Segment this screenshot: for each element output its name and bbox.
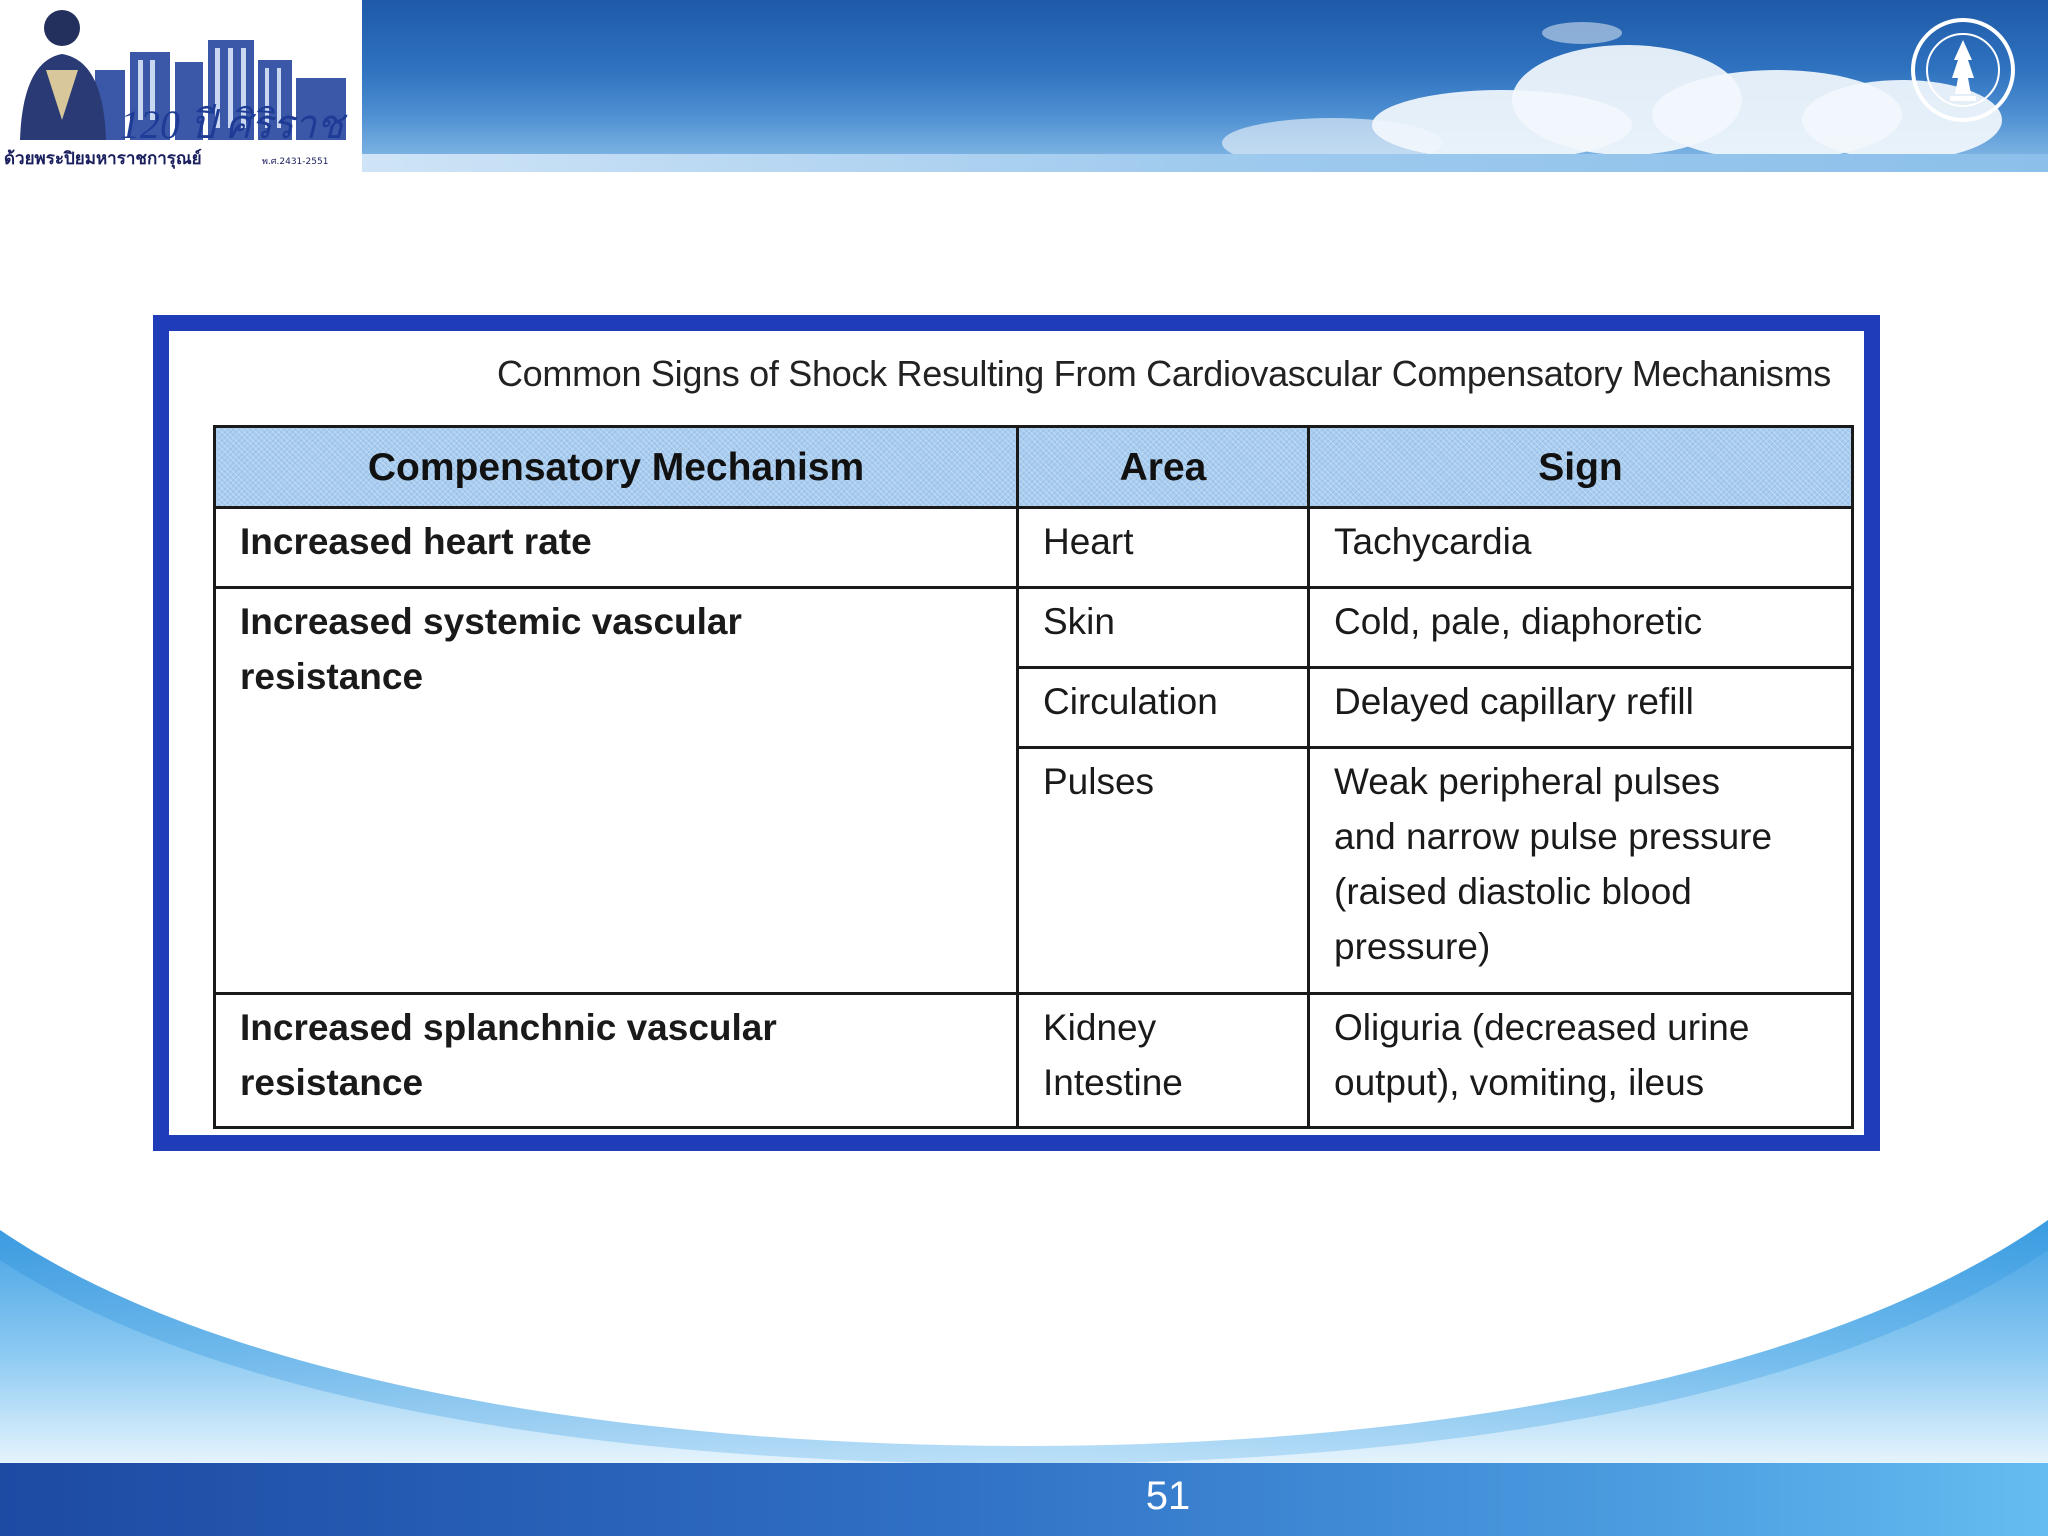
sign-text: output), vomiting, ileus <box>1334 1062 1705 1103</box>
area-cell <box>1018 668 1309 748</box>
header-sign: Sign <box>1309 427 1853 508</box>
area-text: Intestine <box>1043 1062 1183 1103</box>
sign-text: (raised diastolic blood <box>1334 871 1692 912</box>
logo-subtitle: ด้วยพระปิยมหาราชการุณย์ <box>4 149 202 169</box>
mechanism-cell <box>215 588 1018 994</box>
area-text: Circulation <box>1043 681 1218 722</box>
page-number: 51 <box>1145 1474 1191 1518</box>
logo-years: พ.ศ.2431-2551 <box>262 157 329 167</box>
sign-cell <box>1309 588 1853 668</box>
mechanism-text: Increased systemic vascular <box>240 601 742 642</box>
slide-header <box>0 0 2048 172</box>
area-text: Kidney <box>1043 1007 1157 1048</box>
mechanism-cell <box>215 508 1018 588</box>
mechanism-text: resistance <box>240 1062 424 1103</box>
mahidol-seal-logo <box>1908 14 2018 132</box>
sign-cell <box>1309 748 1853 994</box>
bottom-swoosh <box>0 1210 2048 1464</box>
sign-text: Delayed capillary refill <box>1334 681 1694 722</box>
table-row <box>215 588 1853 668</box>
header-mechanism: Compensatory Mechanism <box>215 427 1018 508</box>
table-row <box>215 508 1853 588</box>
sign-text: pressure) <box>1334 926 1491 967</box>
table-row <box>215 994 1853 1128</box>
sign-text: Cold, pale, diaphoretic <box>1334 601 1703 642</box>
sign-text: Oliguria (decreased urine <box>1334 1007 1750 1048</box>
sign-text: Tachycardia <box>1334 521 1532 562</box>
mechanism-cell <box>215 994 1018 1128</box>
sign-cell <box>1309 508 1853 588</box>
area-text: Heart <box>1043 521 1134 562</box>
area-text: Pulses <box>1043 761 1155 802</box>
logo-title: 120 ปี ศิริราช <box>120 102 344 147</box>
shock-signs-table <box>213 425 1854 1129</box>
mechanism-text: Increased heart rate <box>240 521 592 562</box>
table-card <box>153 315 1880 1151</box>
area-text: Skin <box>1043 601 1115 642</box>
siriraj-120-logo <box>0 0 362 172</box>
logo-artwork <box>0 0 362 172</box>
table-caption: Common Signs of Shock Resulting From Cardiovascular Compensatory Mechanisms <box>496 353 1831 394</box>
area-cell <box>1018 508 1309 588</box>
header-area: Area <box>1018 427 1309 508</box>
area-cell <box>1018 748 1309 994</box>
area-cell <box>1018 588 1309 668</box>
mechanism-text: resistance <box>240 656 424 697</box>
sign-text: Weak peripheral pulses <box>1334 761 1720 802</box>
sign-cell <box>1309 994 1853 1128</box>
mechanism-text: Increased splanchnic vascular <box>240 1007 777 1048</box>
table-header-row <box>215 427 1853 508</box>
area-cell <box>1018 994 1309 1128</box>
sky-strip <box>362 154 2048 172</box>
sign-text: and narrow pulse pressure <box>1334 816 1773 857</box>
sky-banner <box>362 0 2048 154</box>
sign-cell <box>1309 668 1853 748</box>
